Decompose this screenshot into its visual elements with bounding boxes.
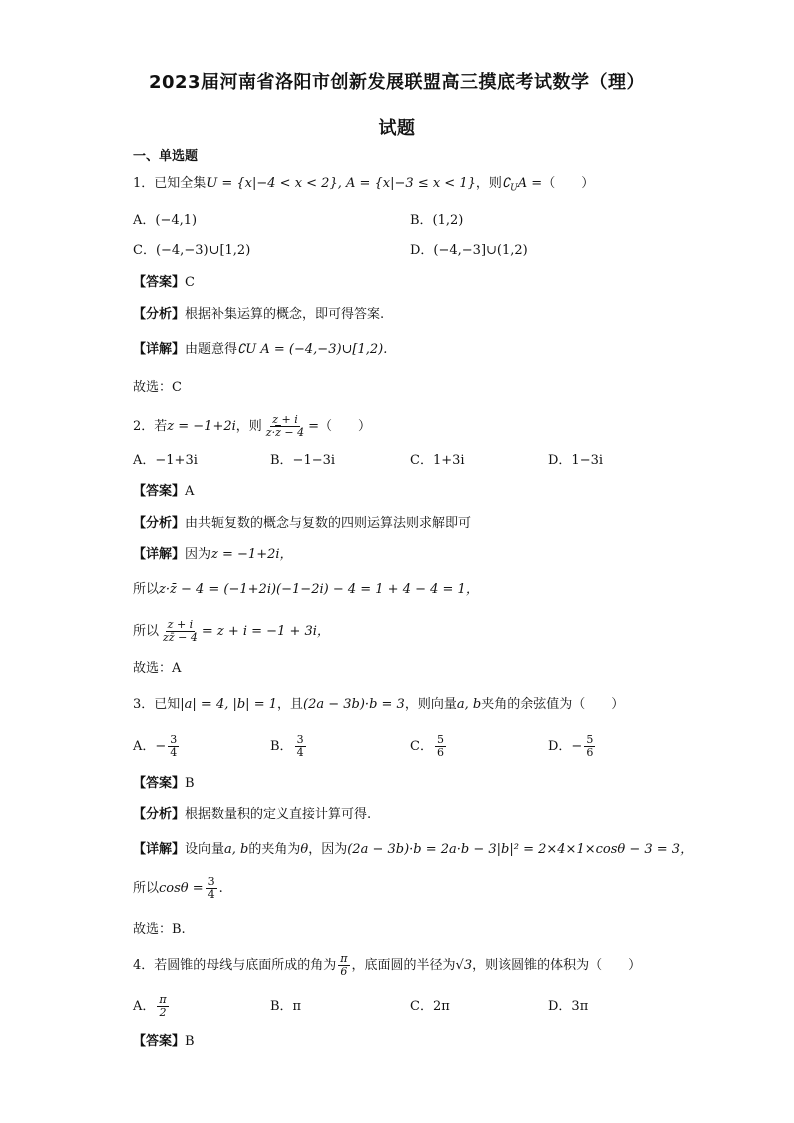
q2-line3-fraction (161, 619, 200, 644)
q3-detail-line2 (133, 873, 223, 905)
section-heading: 一、单选题 (133, 149, 199, 164)
q4-option-a-num: π (159, 993, 167, 1006)
q2-line2-math: z·z̄ − 4 = (−1+2i)(−1−2i) − 4 = 1 + 4 − 4 = 1， (159, 582, 479, 597)
q3-option-c-prefix: C． (410, 739, 433, 754)
q2-detail (133, 546, 293, 564)
q2-detail-text: 因为 (185, 547, 212, 562)
q4-option-d: D．3π (548, 999, 589, 1014)
q4-option-a-den: 2 (159, 1006, 167, 1019)
q2-option-a: A．−1+3i (133, 453, 198, 468)
q3-option-a-num: 3 (170, 733, 178, 746)
q3-stem-mid: ，且 (277, 697, 304, 712)
q3-line2-prefix: 所以 (133, 881, 160, 896)
q3-stem-suffix: 夹角的余弦值为（ ） (481, 697, 625, 712)
q3-option-b-num: 3 (296, 733, 304, 746)
q2-line3-den: zz̄ − 4 (163, 631, 198, 644)
q3-answer-value: B (185, 776, 195, 791)
q3-option-c-num: 5 (436, 733, 444, 746)
q3-option-a-frac (168, 734, 179, 759)
q4-option-b: B．π (270, 999, 302, 1014)
q3-option-a-den: 4 (170, 746, 178, 759)
q1-answer (133, 274, 195, 292)
q4-stem-prefix: 4．若圆锥的母线与底面所成的角为 (133, 958, 337, 973)
q1-detail (133, 341, 387, 359)
q1-stem-math: U = {x|−4 < x < 2}, A = {x|−3 ≤ x < 1} (206, 176, 476, 191)
detail-label: 【详解】 (133, 842, 186, 857)
q1-stem-suffix: （ ） (542, 176, 595, 191)
q2-stem-mid: ，则 (235, 419, 262, 434)
q1-option-b: B．(1,2) (410, 213, 464, 228)
q3-option-d-num: 5 (586, 733, 594, 746)
q2-line3-prefix: 所以 (133, 624, 160, 639)
q2-option-b: B．−1−3i (270, 453, 336, 468)
q3-analysis (133, 806, 371, 824)
q1-stem-prefix: 1．已知全集 (133, 176, 207, 191)
q3-stem-prefix: 3．已知 (133, 697, 181, 712)
detail-label: 【详解】 (133, 547, 186, 562)
q4-option-a (133, 990, 171, 1024)
analysis-label: 【分析】 (133, 516, 186, 531)
q3-line2-num: 3 (207, 875, 215, 888)
q3-option-d (548, 730, 597, 764)
doc-title-line2: 试题 (378, 118, 416, 139)
answer-label: 【答案】 (133, 275, 186, 290)
q2-analysis-text: 由共轭复数的概念与复数的四则运算法则求解即可 (185, 516, 472, 531)
q3-option-d-den: 6 (586, 746, 594, 759)
q4-option-c: C．2π (410, 999, 450, 1014)
q2-line3-math: = z + i = −1 + 3i， (201, 624, 330, 639)
q3-option-b-den: 4 (296, 746, 304, 759)
q1-option-c: C．(−4,−3)∪[1,2) (133, 243, 251, 258)
detail-label: 【详解】 (133, 342, 186, 357)
q2-line3-num: z + i (167, 618, 194, 631)
q4-stem-mid: ，底面圆的半径为 (351, 958, 456, 973)
q1-detail-text: 由题意得 (185, 342, 238, 357)
q2-stem-math: z = −1+2i (167, 419, 236, 434)
q1-stem-mid: ，则 (475, 176, 502, 191)
q2-answer (133, 483, 194, 501)
q2-option-d: D．1−3i (548, 453, 604, 468)
q3-stem-math: |a| = 4, |b| = 1 (180, 697, 277, 712)
q3-option-c-den: 6 (436, 746, 444, 759)
q2-den-a: z· (265, 426, 276, 439)
q3-analysis-text: 根据数量积的定义直接计算可得. (185, 807, 372, 822)
q2-stem-prefix: 2．若 (133, 419, 168, 434)
q1-detail-math: ∁U A = (−4,−3)∪[1,2). (237, 342, 388, 357)
q3-line2-den: 4 (207, 888, 215, 901)
q3-detail-vectors: a, b (224, 842, 249, 857)
q3-detail-math2: (2a − 3b)·b = 2a·b − 3|b|² = 2×4×1×cosθ − 3 = 3， (347, 842, 694, 857)
q4-stem-num: π (340, 952, 348, 965)
q3-line2-frac (206, 876, 217, 901)
q1-analysis (133, 306, 384, 324)
q1-complement-set: A = (517, 176, 543, 191)
q1-analysis-text: 根据补集运算的概念，即可得答案. (185, 307, 385, 322)
analysis-label: 【分析】 (133, 307, 186, 322)
q4-answer (133, 1033, 195, 1051)
q2-fraction-num: z + i (272, 413, 298, 426)
q2-option-c: C．1+3i (410, 453, 465, 468)
q4-option-a-frac (157, 994, 168, 1019)
q2-fraction (264, 414, 306, 439)
q4-option-a-prefix: A． (133, 999, 156, 1014)
q3-detail-mid2: ，因为 (308, 842, 348, 857)
q3-detail-text: 设向量 (185, 842, 225, 857)
q3-answer (133, 775, 195, 793)
q2-den-conj: $\overline{z}$ (275, 426, 281, 439)
q1-stem (133, 175, 594, 198)
q2-stem (133, 412, 371, 442)
q3-line2-suffix: . (218, 881, 223, 896)
q3-option-a-prefix: A．− (133, 739, 167, 754)
answer-label: 【答案】 (133, 484, 186, 499)
q3-stem (133, 696, 624, 714)
q2-fraction-den (264, 427, 306, 439)
q3-detail (133, 841, 693, 859)
q3-option-a (133, 730, 181, 764)
q3-stem-mid2: ，则向量 (404, 697, 457, 712)
q3-line2-math: cosθ = (159, 881, 204, 896)
q4-stem-radius: √3 (455, 958, 473, 973)
q2-analysis (133, 515, 471, 533)
q3-choose: 故选：B. (133, 922, 186, 937)
q2-detail-line3 (133, 616, 330, 648)
q2-line2-prefix: 所以 (133, 582, 160, 597)
q3-option-c (410, 730, 448, 764)
q2-detail-line2 (133, 581, 479, 599)
q3-option-d-prefix: D．− (548, 739, 583, 754)
q3-option-b-frac (295, 734, 306, 759)
q2-choose: 故选：A (133, 661, 182, 676)
q3-option-b-prefix: B． (270, 739, 293, 754)
q3-detail-mid: 的夹角为 (248, 842, 301, 857)
q4-stem-den: 6 (340, 965, 348, 978)
q1-option-a: A．(−4,1) (133, 213, 198, 228)
q2-den-c: − 4 (280, 426, 305, 439)
q2-detail-math: z = −1+2i， (211, 547, 293, 562)
q3-option-d-frac (584, 734, 595, 759)
doc-title-line1: 2023届河南省洛阳市创新发展联盟高三摸底考试数学（理） (148, 72, 646, 93)
q1-complement-sub: U (510, 183, 518, 194)
q2-stem-suffix: =（ ） (308, 419, 372, 434)
q4-answer-value: B (185, 1034, 195, 1049)
q3-option-b (270, 730, 308, 764)
q4-stem-frac (338, 953, 349, 978)
q4-stem-suffix: ，则该圆锥的体积为（ ） (472, 958, 642, 973)
q4-stem (133, 950, 641, 982)
q2-answer-value: A (185, 484, 195, 499)
analysis-label: 【分析】 (133, 807, 186, 822)
q1-option-d: D．(−4,−3]∪(1,2) (410, 243, 528, 258)
answer-label: 【答案】 (133, 1034, 186, 1049)
q3-option-c-frac (435, 734, 446, 759)
q1-choose: 故选：C (133, 380, 182, 395)
q3-stem-vectors: a, b (456, 697, 482, 712)
q3-stem-math2: (2a − 3b)·b = 3 (303, 697, 405, 712)
q1-answer-value: C (185, 275, 195, 290)
answer-label: 【答案】 (133, 776, 186, 791)
q1-complement-symbol: ∁ (501, 176, 511, 191)
q3-detail-theta: θ (300, 842, 309, 857)
